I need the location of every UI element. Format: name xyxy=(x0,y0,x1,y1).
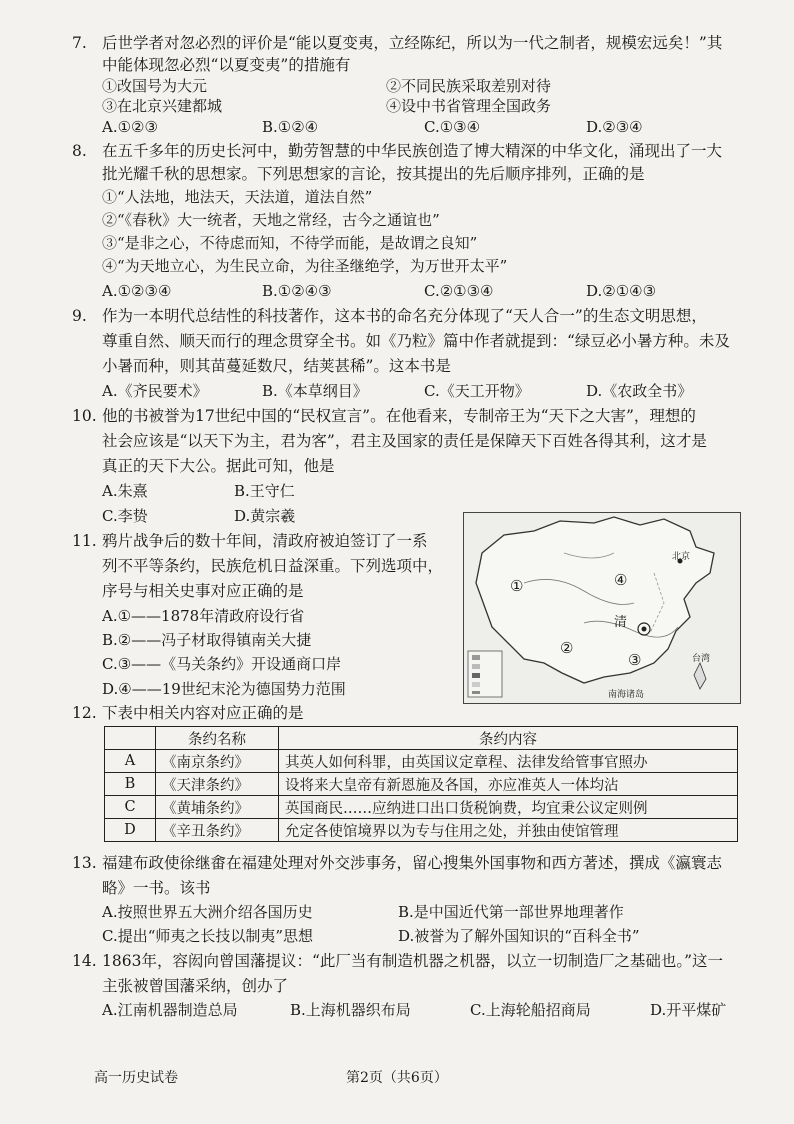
map-marker-3: ③ xyxy=(628,651,642,669)
q9-stem-line-1: 9. 作为一本明代总结性的科技著作，这本书的命名充分体现了“天人合一”的生态文明思想， xyxy=(72,307,707,325)
q7-stem-line-1: 7. 后世学者对忽必烈的评价是“能以夏变夷，立经陈纪，所以为一代之制者，规模宏远矣！”其 xyxy=(72,34,723,52)
row-treaty-content: 其英人如何科罪，由英国议定章程、法律发给管事官照办 xyxy=(279,750,738,773)
q8-option-c: C.②①③④ xyxy=(424,282,494,300)
footer-page-number: 第2页（共6页） xyxy=(346,1070,448,1086)
q7-statement-2: ②不同民族采取差别对待 xyxy=(386,77,552,95)
map-marker-4: ④ xyxy=(614,571,628,589)
q7-option-d: D.②③④ xyxy=(586,118,643,136)
row-treaty-name: 《南京条约》 xyxy=(156,750,279,773)
table-header-content: 条约内容 xyxy=(279,727,738,750)
q9-option-a: A.《齐民要术》 xyxy=(102,382,208,400)
q10-stem-line-3: 真正的天下大公。据此可知，他是 xyxy=(102,457,335,475)
map-marker-2: ② xyxy=(560,639,574,657)
q8-option-d: D.②①④③ xyxy=(586,282,657,300)
table-header-name: 条约名称 xyxy=(156,727,279,750)
q9-option-c: C.《天工开物》 xyxy=(424,382,530,400)
q8-statement-4: ④“为天地立心，为生民立命，为往圣继绝学，为万世开太平” xyxy=(102,257,508,275)
table-header-blank xyxy=(105,727,156,750)
row-treaty-content: 英国商民……应纳进口出口货税饷费，均宜秉公议定则例 xyxy=(279,796,738,819)
table-row xyxy=(105,819,738,842)
q11-option-c: C.③——《马关条约》开设通商口岸 xyxy=(102,655,342,673)
q7-statement-3: ③在北京兴建都城 xyxy=(102,97,223,115)
row-treaty-name: 《辛丑条约》 xyxy=(156,819,279,842)
map-label-qing: 清 xyxy=(614,615,628,630)
q8-option-b: B.①②④③ xyxy=(262,282,332,300)
q12-stem xyxy=(72,703,304,723)
q11-option-a: A.①——1878年清政府设行省 xyxy=(102,607,305,625)
q9-stem-line-3: 小暑而种，则其苗蔓延数尺，结荚甚稀”。这本书是 xyxy=(102,357,451,375)
q14-option-d: D.开平煤矿 xyxy=(650,1001,727,1019)
map-label-beijing: 北京 xyxy=(672,552,691,562)
q13-stem-line-2: 略》一书。该书 xyxy=(102,879,211,897)
row-treaty-content: 设将来大皇帝有新恩施及各国，亦应准英人一体均沾 xyxy=(279,773,738,796)
footer-exam-title: 高一历史试卷 xyxy=(94,1070,178,1086)
map-marker-1: ① xyxy=(510,577,524,595)
table-header-row xyxy=(105,727,738,750)
q7-option-c: C.①③④ xyxy=(424,118,481,136)
table-row xyxy=(105,773,738,796)
q14-stem-line-2: 主张被曾国藩采纳，创办了 xyxy=(102,977,289,995)
q9-option-d: D.《农政全书》 xyxy=(586,382,693,400)
q11-option-d: D.④——19世纪末沦为德国势力范围 xyxy=(102,680,346,698)
row-treaty-name: 《天津条约》 xyxy=(156,773,279,796)
table-row xyxy=(105,750,738,773)
q13-option-a: A.按照世界五大洲介绍各国历史 xyxy=(102,903,313,921)
row-treaty-content: 允定各使馆境界以为专与住用之处，并独由使馆管理 xyxy=(279,819,738,842)
q13-option-b: B.是中国近代第一部世界地理著作 xyxy=(398,903,624,921)
row-label: D xyxy=(105,819,156,842)
q12-text: 下表中相关内容对应正确的是 xyxy=(102,704,304,722)
treaty-table xyxy=(104,726,738,842)
q13-stem-line-1: 13. 福建布政使徐继畬在福建处理对外交涉事务，留心搜集外国事物和西方著述，撰成《瀛寰志 xyxy=(72,854,723,872)
q11-stem-line-2: 列不平等条约，民族危机日益深重。下列选项中， xyxy=(102,557,444,575)
q13-option-d: D.被誉为了解外国知识的“百科全书” xyxy=(398,927,640,945)
q8-stem-line-1: 8. 在五千多年的历史长河中，勤劳智慧的中华民族创造了博大精深的中华文化，涌现出了一大 xyxy=(72,142,723,160)
q11-stem-line-3: 序号与相关史事对应正确的是 xyxy=(102,582,304,600)
q7-statement-4: ④设中书省管理全国政务 xyxy=(386,97,552,115)
q8-statement-1: ①“人法地，地法天，天法道，道法自然” xyxy=(102,188,373,206)
china-map xyxy=(464,513,740,703)
q10-option-a: A.朱熹 xyxy=(102,482,148,500)
row-label: A xyxy=(105,750,156,773)
q10-option-c: C.李贽 xyxy=(102,507,148,525)
map-label-taiwan: 台湾 xyxy=(692,654,711,664)
q7-option-b: B.①②④ xyxy=(262,118,319,136)
q10-option-b: B.王守仁 xyxy=(234,482,295,500)
q8-stem-line-2: 批光耀千秋的思想家。下列思想家的言论，按其提出的先后顺序排列，正确的是 xyxy=(102,165,645,183)
row-label: B xyxy=(105,773,156,796)
q9-stem-line-2: 尊重自然、顺天而行的理念贯穿全书。如《乃粒》篇中作者就提到：“绿豆必小暑方种。未及 xyxy=(102,332,730,350)
q10-stem-line-2: 社会应该是“以天下为主，君为客”，君主及国家的责任是保障天下百姓各得其利，这才是 xyxy=(102,432,707,450)
q7-statement-1: ①改国号为大元 xyxy=(102,77,208,95)
q14-option-a: A.江南机器制造总局 xyxy=(102,1001,238,1019)
q14-option-c: C.上海轮船招商局 xyxy=(470,1001,591,1019)
q11-stem-line-1: 11. 鸦片战争后的数十年间，清政府被迫签订了一系 xyxy=(72,532,428,550)
row-label: C xyxy=(105,796,156,819)
table-row xyxy=(105,796,738,819)
q10-stem-line-1: 10. 他的书被誉为17世纪中国的“民权宣言”。在他看来，专制帝王为“天下之大害”，理想的 xyxy=(72,407,696,425)
q11-map-figure xyxy=(463,512,741,704)
q10-option-d: D.黄宗羲 xyxy=(234,507,296,525)
q9-option-b: B.《本草纲目》 xyxy=(262,382,368,400)
q7-stem-line-2: 中能体现忽必烈“以夏变夷”的措施有 xyxy=(102,56,351,74)
q11-option-b: B.②——冯子材取得镇南关大捷 xyxy=(102,631,312,649)
q13-option-c: C.提出“师夷之长技以制夷”思想 xyxy=(102,927,314,945)
row-treaty-name: 《黄埔条约》 xyxy=(156,796,279,819)
q14-stem-line-1: 14. 1863年，容闳向曾国藩提议：“此厂当有制造机器之机器，以立一切制造厂之基础也。”这一 xyxy=(72,952,724,970)
map-label-south-sea: 南海诸岛 xyxy=(608,690,645,700)
q8-statement-3: ③“是非之心，不待虑而知，不待学而能，是故谓之良知” xyxy=(102,234,478,252)
q7-option-a: A.①②③ xyxy=(102,118,158,136)
q12-number: 12. xyxy=(72,704,97,722)
q14-option-b: B.上海机器织布局 xyxy=(290,1001,411,1019)
q8-statement-2: ②“《春秋》大一统者，天地之常经，古今之通谊也” xyxy=(102,211,440,229)
q8-option-a: A.①②③④ xyxy=(102,282,172,300)
